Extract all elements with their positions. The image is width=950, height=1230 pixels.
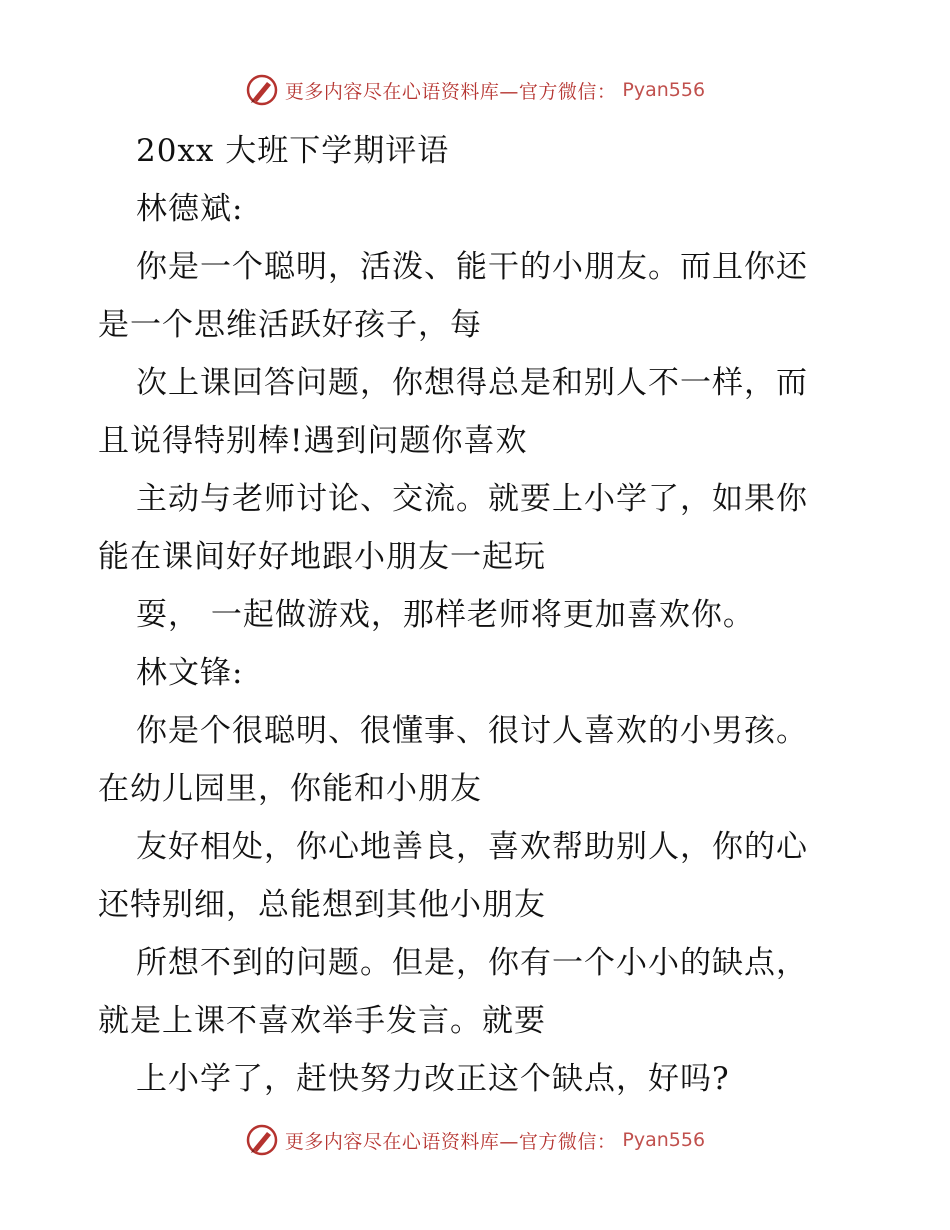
- text-line: 且说得特别棒!遇到问题你喜欢: [98, 423, 528, 459]
- text-line: 耍， 一起做游戏，那样老师将更加喜欢你。: [136, 597, 755, 633]
- text-line: 林德斌:: [136, 191, 244, 227]
- text-line: 是一个思维活跃好孩子，每: [98, 307, 482, 343]
- text-line: 上小学了，赶快努力改正这个缺点，好吗?: [136, 1061, 730, 1097]
- footer-watermark: [0, 1120, 950, 1160]
- document-body: [98, 122, 858, 1108]
- text-line: 还特别细，总能想到其他小朋友: [98, 887, 546, 923]
- text-line: 主动与老师讨论、交流。就要上小学了，如果你: [136, 481, 808, 517]
- text-line: 能在课间好好地跟小朋友一起玩: [98, 539, 546, 575]
- text-line: 所想不到的问题。但是，你有一个小小的缺点，: [136, 945, 808, 981]
- watermark-wechat-id: Pyan556: [622, 79, 706, 101]
- document-lines: [98, 180, 858, 1108]
- text-line: 就是上课不喜欢举手发言。就要: [98, 1003, 546, 1039]
- document-title: 20xx 大班下学期评语: [136, 133, 450, 169]
- header-watermark: [0, 70, 950, 110]
- pen-logo-icon: [245, 73, 279, 107]
- watermark-text: 更多内容尽在心语资料库—官方微信：: [284, 80, 617, 103]
- text-line: 林文锋:: [136, 655, 244, 691]
- pen-logo-icon: [245, 1123, 279, 1157]
- watermark-wechat-id: Pyan556: [622, 1129, 706, 1151]
- text-line: 友好相处，你心地善良，喜欢帮助别人，你的心: [136, 829, 808, 865]
- text-line: 你是一个聪明，活泼、能干的小朋友。而且你还: [136, 249, 808, 285]
- watermark-text: 更多内容尽在心语资料库—官方微信：: [284, 1130, 617, 1153]
- text-line: 次上课回答问题，你想得总是和别人不一样，而: [136, 365, 808, 401]
- text-line: 你是个很聪明、很懂事、很讨人喜欢的小男孩。: [136, 713, 808, 749]
- text-line: 在幼儿园里，你能和小朋友: [98, 771, 482, 807]
